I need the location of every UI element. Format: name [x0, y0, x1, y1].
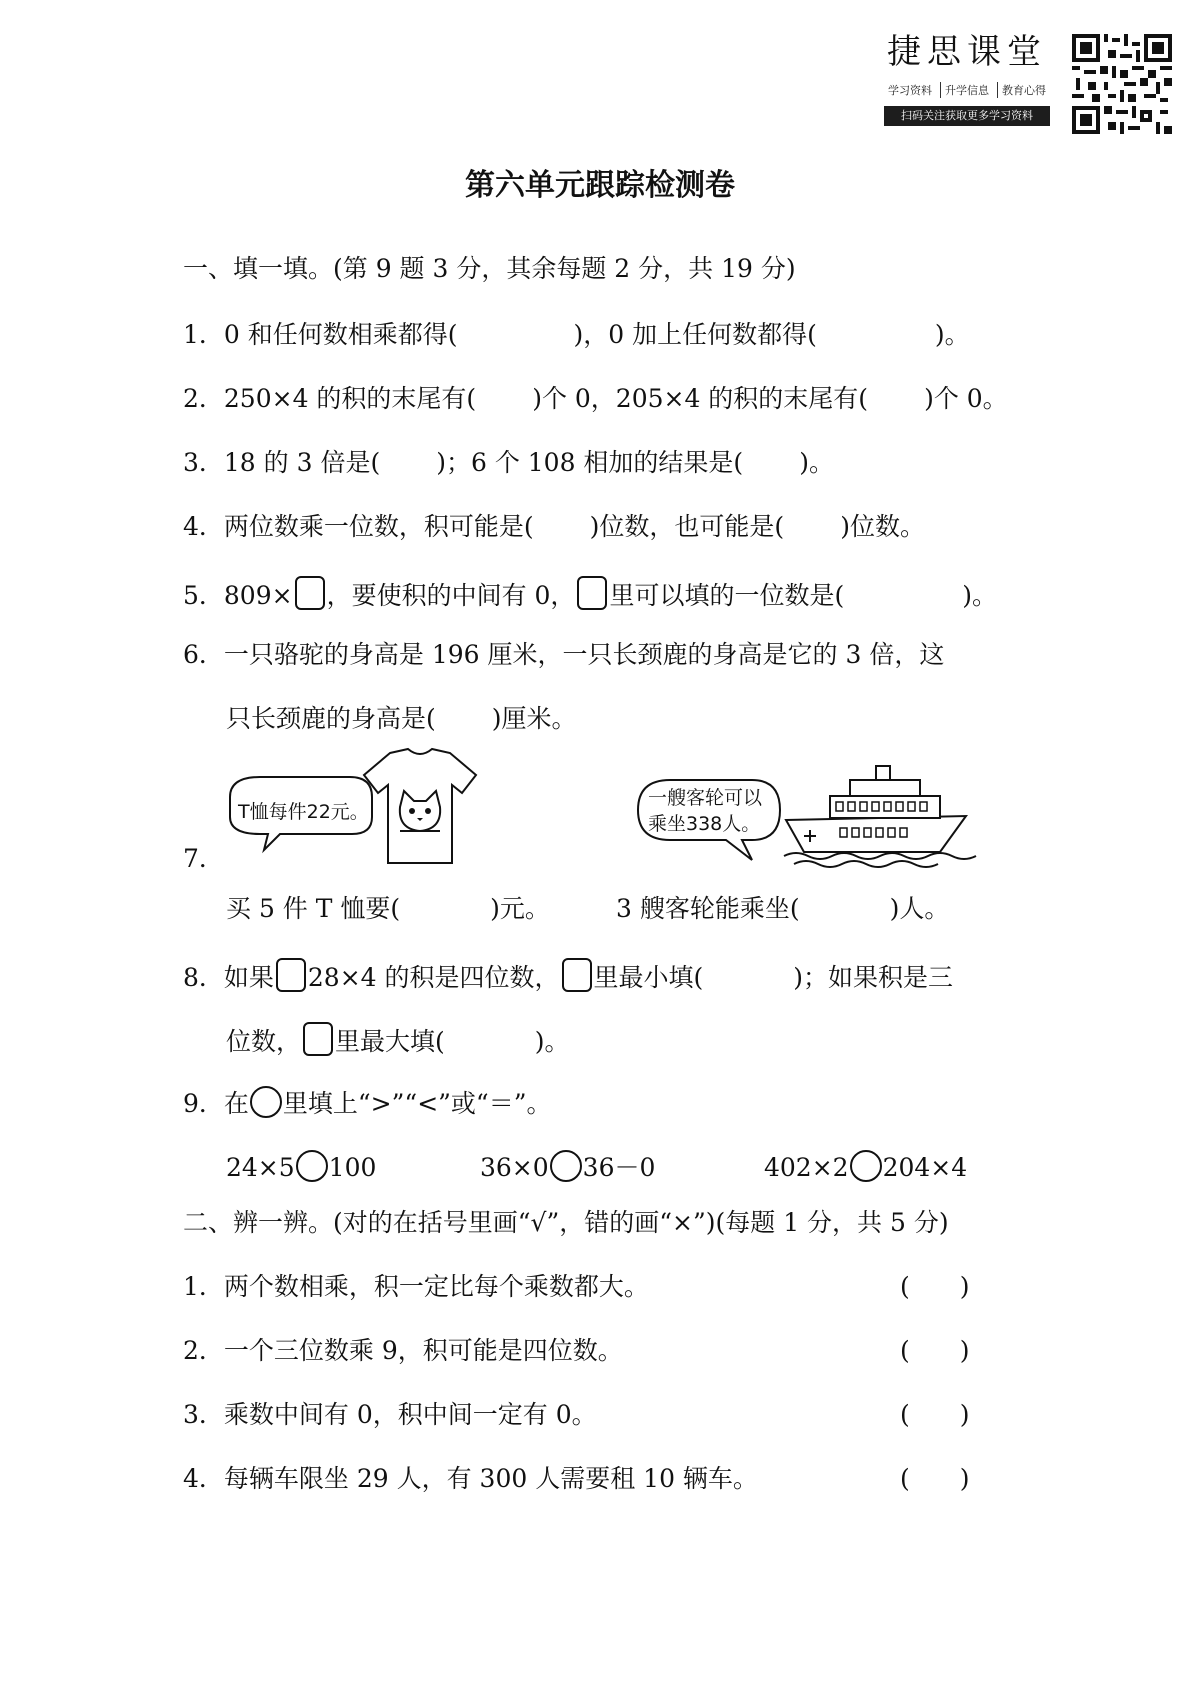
q6-text-b: 只长颈鹿的身高是(: [226, 704, 436, 733]
q3-text-a: 3．18 的 3 倍是(: [183, 448, 381, 477]
q7-text-b: )元。: [490, 894, 550, 923]
question-7-number: 7．: [183, 844, 224, 873]
section1-heading: 一、填一填。(第 9 题 3 分，其余每题 2 分，共 19 分): [183, 254, 796, 283]
q2-text-a: 2．250×4 的积的末尾有(: [183, 384, 477, 413]
brand-tags: [884, 82, 1050, 98]
section2-heading: 二、辨一辨。(对的在括号里画“√”，错的画“×”)(每题 1 分，共 5 分): [183, 1208, 949, 1237]
fill-box[interactable]: [562, 958, 592, 992]
brand-tag: 升学信息: [940, 82, 993, 98]
question-3: [183, 446, 834, 480]
judge-item: 4．每辆车限坐 29 人，有 300 人需要租 10 辆车。: [183, 1464, 758, 1493]
bubble-line: 一艘客轮可以: [648, 787, 763, 809]
question-7-line-right: [616, 892, 949, 926]
question-8-line2: [226, 1022, 570, 1059]
q9-expr-1: [226, 1150, 376, 1185]
question-2: [183, 382, 1008, 416]
q6-text-c: )厘米。: [491, 704, 577, 733]
q2-text-c: )个 0。: [924, 384, 1008, 413]
question-8-line1: [183, 958, 953, 995]
judge-item: 3．乘数中间有 0，积中间一定有 0。: [183, 1400, 597, 1429]
question-6-line1: 6．一只骆驼的身高是 196 厘米，一只长颈鹿的身高是它的 3 倍，这: [183, 640, 945, 669]
question-9: [183, 1086, 552, 1121]
q7-text-d: )人。: [889, 894, 950, 923]
fill-box[interactable]: [276, 958, 306, 992]
question-4: [183, 510, 925, 544]
question-6-line2: [226, 702, 577, 736]
judge-paren[interactable]: ( ): [900, 1336, 970, 1365]
brand-bar: 扫码关注获取更多学习资料: [884, 106, 1050, 126]
expr-right: 36－0: [582, 1153, 656, 1182]
bubble-line: 乘坐338人。: [648, 813, 761, 835]
question-1: [183, 318, 970, 352]
ship-capacity-bubble: [648, 785, 762, 837]
fill-box[interactable]: [577, 576, 607, 610]
question-7-line: [226, 892, 550, 926]
expr-left: 36×0: [480, 1153, 549, 1182]
q8-text-e: 位数，: [226, 1027, 302, 1056]
q1-text-a: 1．0 和任何数相乘都得(: [183, 320, 458, 349]
q7-text-a: 买 5 件 T 恤要(: [226, 894, 401, 923]
qr-code-icon: [1072, 34, 1172, 134]
q4-text-b: )位数，也可能是(: [589, 512, 785, 541]
q9-expr-3: [764, 1150, 967, 1185]
q5-text-a: 5．809×: [183, 581, 293, 610]
judge-paren[interactable]: ( ): [900, 1464, 970, 1493]
q8-text-a: 8．如果: [183, 963, 274, 992]
q9-expr-2: [480, 1150, 655, 1185]
brand-block: [884, 30, 1050, 126]
judge-paren[interactable]: ( ): [900, 1272, 970, 1301]
compare-circle[interactable]: [296, 1150, 328, 1182]
question-5: [183, 576, 997, 613]
q5-text-c: 里可以填的一位数是(: [609, 581, 845, 610]
q8-text-d: )；如果积是三: [793, 963, 954, 992]
q1-text-b: )，0 加上任何数都得(: [573, 320, 817, 349]
expr-left: 402×2: [764, 1153, 849, 1182]
tshirt-icon: [360, 745, 480, 867]
q1-text-c: )。: [934, 320, 970, 349]
q3-text-b: )；6 个 108 相加的结果是(: [436, 448, 744, 477]
expr-right: 100: [328, 1153, 377, 1182]
ship-icon: [780, 760, 980, 870]
q3-text-c: )。: [799, 448, 834, 477]
fill-box[interactable]: [295, 576, 325, 610]
judge-item: 1．两个数相乘，积一定比每个乘数都大。: [183, 1272, 649, 1301]
q8-text-b: 28×4 的积是四位数，: [307, 963, 560, 992]
q8-text-f: 里最大填(: [335, 1027, 445, 1056]
compare-circle[interactable]: [250, 1086, 282, 1118]
q5-text-d: )。: [962, 581, 997, 610]
brand-tag: 学习资料: [888, 84, 932, 97]
q9-text-a: 9．在: [183, 1089, 249, 1118]
judge-paren[interactable]: ( ): [900, 1400, 970, 1429]
tshirt-price-bubble: T恤每件22元。: [238, 801, 369, 823]
compare-circle[interactable]: [550, 1150, 582, 1182]
q4-text-c: )位数。: [840, 512, 925, 541]
q7-text-c: 3 艘客轮能乘坐(: [616, 894, 800, 923]
q5-text-b: ，要使积的中间有 0，: [326, 581, 576, 610]
q8-text-c: 里最小填(: [593, 963, 704, 992]
brand-tag: 教育心得: [997, 82, 1050, 98]
page-title: 第六单元跟踪检测卷: [465, 168, 735, 203]
q8-text-g: )。: [534, 1027, 570, 1056]
q2-text-b: )个 0，205×4 的积的末尾有(: [532, 384, 869, 413]
expr-right: 204×4: [882, 1153, 968, 1182]
judge-item: 2．一个三位数乘 9，积可能是四位数。: [183, 1336, 623, 1365]
q4-text-a: 4．两位数乘一位数，积可能是(: [183, 512, 534, 541]
fill-box[interactable]: [303, 1022, 333, 1056]
compare-circle[interactable]: [850, 1150, 882, 1182]
brand-name: 捷思课堂: [887, 32, 1047, 72]
q9-text-b: 里填上“>”“<”或“＝”。: [282, 1089, 552, 1118]
expr-left: 24×5: [226, 1153, 295, 1182]
